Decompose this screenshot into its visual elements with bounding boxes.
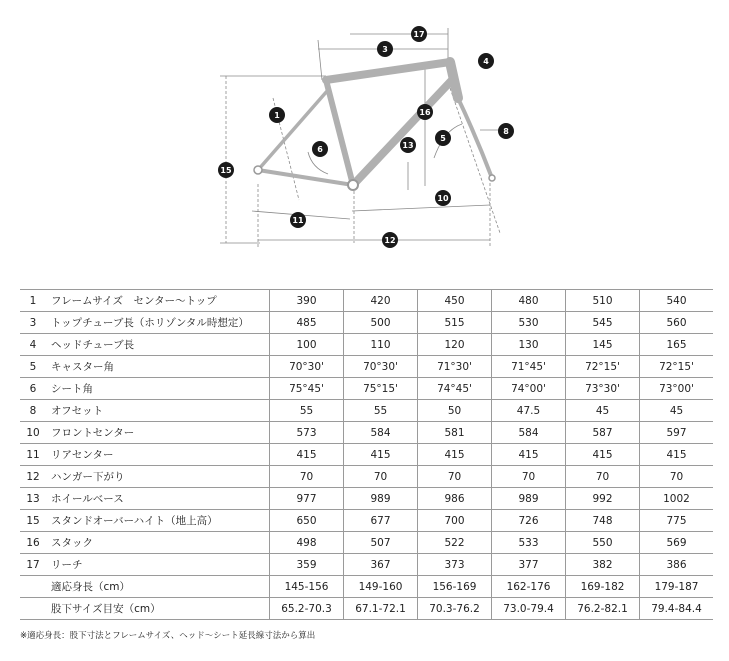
row-value: 70	[418, 466, 492, 488]
marker-6	[312, 141, 328, 157]
row-value: 540	[640, 290, 714, 312]
row-value: 45	[640, 400, 714, 422]
row-label: 股下サイズ目安（cm）	[46, 598, 270, 620]
row-value: 989	[492, 488, 566, 510]
row-number: 12	[20, 466, 46, 488]
top-tube-left-guide	[318, 40, 322, 80]
marker-3	[377, 41, 393, 57]
row-value: 992	[566, 488, 640, 510]
table-row	[20, 598, 713, 620]
row-number: 16	[20, 532, 46, 554]
row-number: 15	[20, 510, 46, 532]
row-label: 適応身長（cm）	[46, 576, 270, 598]
row-label: フレームサイズ センター〜トップ	[46, 290, 270, 312]
row-value: 45	[566, 400, 640, 422]
marker-8	[498, 123, 514, 139]
row-label: ヘッドチューブ長	[46, 334, 270, 356]
row-value: 169-182	[566, 576, 640, 598]
row-label: スタック	[46, 532, 270, 554]
row-label: スタンドオーバーハイト（地上高）	[46, 510, 270, 532]
row-value: 415	[566, 444, 640, 466]
row-value: 70°30'	[344, 356, 418, 378]
dimension-markers	[218, 26, 514, 248]
row-value: 377	[492, 554, 566, 576]
steering-axis-line	[450, 88, 500, 233]
row-label: オフセット	[46, 400, 270, 422]
row-value: 75°45'	[270, 378, 344, 400]
table-row	[20, 378, 713, 400]
row-value: 70°30'	[270, 356, 344, 378]
table-row	[20, 510, 713, 532]
svg-text:5: 5	[440, 134, 446, 143]
row-value: 145	[566, 334, 640, 356]
table-row	[20, 290, 713, 312]
row-value: 390	[270, 290, 344, 312]
svg-text:13: 13	[402, 141, 414, 150]
row-value: 450	[418, 290, 492, 312]
row-label: キャスター角	[46, 356, 270, 378]
frame-geometry-diagram	[200, 18, 520, 268]
row-number: 3	[20, 312, 46, 334]
marker-1	[269, 107, 285, 123]
svg-text:11: 11	[292, 216, 304, 225]
row-value: 72°15'	[640, 356, 714, 378]
row-value: 415	[418, 444, 492, 466]
row-value: 584	[492, 422, 566, 444]
table-row	[20, 466, 713, 488]
row-number: 6	[20, 378, 46, 400]
row-value: 480	[492, 290, 566, 312]
down-tube	[353, 80, 452, 185]
row-label: トップチューブ長（ホリゾンタル時想定）	[46, 312, 270, 334]
row-value: 415	[270, 444, 344, 466]
row-value: 73.0-79.4	[492, 598, 566, 620]
marker-16	[417, 104, 433, 120]
row-value: 650	[270, 510, 344, 532]
row-value: 569	[640, 532, 714, 554]
row-value: 677	[344, 510, 418, 532]
row-value: 382	[566, 554, 640, 576]
row-value: 726	[492, 510, 566, 532]
row-label: ハンガー下がり	[46, 466, 270, 488]
footnote: ※適応身長：股下寸法とフレームサイズ、ヘッド〜シート延長線寸法から算出	[20, 631, 316, 641]
row-label: シート角	[46, 378, 270, 400]
fork	[457, 96, 492, 178]
row-number	[20, 598, 46, 620]
row-value: 149-160	[344, 576, 418, 598]
svg-text:12: 12	[384, 236, 396, 245]
svg-text:1: 1	[274, 111, 280, 120]
row-value: 70	[270, 466, 344, 488]
row-label: リアセンター	[46, 444, 270, 466]
row-value: 989	[344, 488, 418, 510]
row-value: 498	[270, 532, 344, 554]
row-value: 587	[566, 422, 640, 444]
row-value: 573	[270, 422, 344, 444]
svg-text:10: 10	[437, 194, 449, 203]
row-value: 55	[344, 400, 418, 422]
row-value: 71°30'	[418, 356, 492, 378]
row-value: 130	[492, 334, 566, 356]
table-row	[20, 400, 713, 422]
geometry-table	[20, 289, 713, 620]
table-row	[20, 422, 713, 444]
row-value: 50	[418, 400, 492, 422]
row-value: 70	[566, 466, 640, 488]
row-label: ホイールベース	[46, 488, 270, 510]
row-value: 120	[418, 334, 492, 356]
table-row	[20, 356, 713, 378]
row-number: 17	[20, 554, 46, 576]
row-value: 179-187	[640, 576, 714, 598]
row-value: 581	[418, 422, 492, 444]
rear-dropout	[254, 166, 262, 174]
row-value: 415	[492, 444, 566, 466]
row-value: 165	[640, 334, 714, 356]
row-value: 100	[270, 334, 344, 356]
row-value: 775	[640, 510, 714, 532]
frame-joints	[254, 166, 495, 190]
row-value: 977	[270, 488, 344, 510]
row-value: 145-156	[270, 576, 344, 598]
row-value: 55	[270, 400, 344, 422]
marker-11	[290, 212, 306, 228]
row-value: 367	[344, 554, 418, 576]
row-number: 13	[20, 488, 46, 510]
row-value: 65.2-70.3	[270, 598, 344, 620]
row-value: 1002	[640, 488, 714, 510]
row-number	[20, 576, 46, 598]
row-number: 1	[20, 290, 46, 312]
row-value: 110	[344, 334, 418, 356]
table-row	[20, 576, 713, 598]
svg-text:6: 6	[317, 145, 323, 154]
row-value: 47.5	[492, 400, 566, 422]
row-value: 500	[344, 312, 418, 334]
svg-text:8: 8	[503, 127, 509, 136]
row-number: 4	[20, 334, 46, 356]
row-value: 67.1-72.1	[344, 598, 418, 620]
row-value: 79.4-84.4	[640, 598, 714, 620]
frame-geometry-svg	[200, 18, 520, 268]
table-row	[20, 532, 713, 554]
row-value: 359	[270, 554, 344, 576]
row-value: 700	[418, 510, 492, 532]
row-value: 507	[344, 532, 418, 554]
row-value: 545	[566, 312, 640, 334]
marker-17	[411, 26, 427, 42]
top-tube	[326, 62, 450, 80]
row-value: 70	[344, 466, 418, 488]
row-value: 72°15'	[566, 356, 640, 378]
row-value: 515	[418, 312, 492, 334]
table-row	[20, 488, 713, 510]
bicycle-frame	[258, 62, 492, 185]
row-value: 70	[640, 466, 714, 488]
bottom-bracket	[348, 180, 358, 190]
head-tube	[450, 62, 458, 98]
row-value: 415	[344, 444, 418, 466]
front-center-line	[352, 205, 490, 211]
row-value: 73°30'	[566, 378, 640, 400]
row-value: 584	[344, 422, 418, 444]
marker-15	[218, 162, 234, 178]
row-label: リーチ	[46, 554, 270, 576]
geometry-table-body	[20, 290, 713, 620]
row-number: 5	[20, 356, 46, 378]
marker-5	[435, 130, 451, 146]
table-row	[20, 312, 713, 334]
marker-4	[478, 53, 494, 69]
row-value: 373	[418, 554, 492, 576]
row-value: 156-169	[418, 576, 492, 598]
row-value: 76.2-82.1	[566, 598, 640, 620]
row-label: フロントセンター	[46, 422, 270, 444]
dimension-lines	[220, 28, 502, 248]
row-number: 8	[20, 400, 46, 422]
row-value: 522	[418, 532, 492, 554]
row-value: 386	[640, 554, 714, 576]
row-value: 550	[566, 532, 640, 554]
front-dropout	[489, 175, 495, 181]
row-value: 75°15'	[344, 378, 418, 400]
marker-10	[435, 190, 451, 206]
row-value: 73°00'	[640, 378, 714, 400]
marker-13	[382, 232, 398, 248]
row-value: 530	[492, 312, 566, 334]
row-value: 986	[418, 488, 492, 510]
row-value: 597	[640, 422, 714, 444]
row-number: 10	[20, 422, 46, 444]
row-value: 74°00'	[492, 378, 566, 400]
row-value: 162-176	[492, 576, 566, 598]
svg-text:4: 4	[483, 57, 489, 66]
row-value: 74°45'	[418, 378, 492, 400]
row-value: 70.3-76.2	[418, 598, 492, 620]
row-value: 748	[566, 510, 640, 532]
row-value: 560	[640, 312, 714, 334]
marker-12	[400, 137, 416, 153]
svg-text:16: 16	[419, 108, 431, 117]
row-number: 11	[20, 444, 46, 466]
seat-tube	[326, 80, 353, 185]
svg-text:15: 15	[220, 166, 232, 175]
row-value: 70	[492, 466, 566, 488]
chain-stay	[258, 170, 353, 185]
row-value: 510	[566, 290, 640, 312]
row-value: 533	[492, 532, 566, 554]
svg-text:17: 17	[413, 30, 425, 39]
row-value: 415	[640, 444, 714, 466]
svg-text:3: 3	[382, 45, 388, 54]
table-row	[20, 334, 713, 356]
row-value: 71°45'	[492, 356, 566, 378]
table-row	[20, 444, 713, 466]
row-value: 420	[344, 290, 418, 312]
table-row	[20, 554, 713, 576]
seat-stay	[258, 90, 328, 170]
row-value: 485	[270, 312, 344, 334]
